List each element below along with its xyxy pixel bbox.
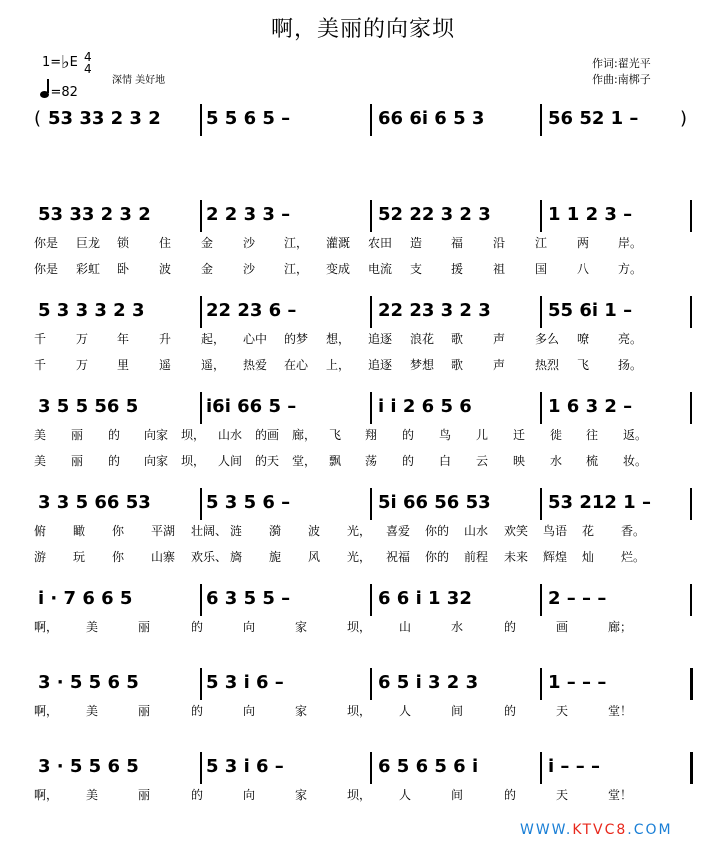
lyric-word: 造 [410, 236, 423, 250]
lyric-word: 迁 [513, 428, 526, 442]
lyric-word: 廊； [608, 620, 633, 634]
lyric-word: 的 [108, 454, 121, 468]
lyric-word: 梦想 [410, 358, 435, 372]
lyric-word: 向 [243, 788, 256, 802]
composer-credit: 作曲:南梆子 [592, 73, 651, 86]
measure: 66 6i 6 5 3 [378, 108, 485, 129]
lyric-word: 电流 [368, 262, 393, 276]
lyric-word: 你的 [425, 524, 450, 538]
lyric-word: 向家 [144, 428, 169, 442]
bar-line [540, 668, 542, 700]
lyric-word: 飞 [577, 358, 590, 372]
lyric-word: 国 [535, 262, 548, 276]
lyric-word: 辉煌 [543, 550, 568, 564]
time-top: 4 [84, 49, 92, 64]
flat-symbol: ♭ [61, 52, 70, 73]
lyric-word: 的 [191, 788, 204, 802]
bar-line [370, 296, 372, 328]
lyric-word: 坝， [347, 704, 372, 718]
lyric-word: 八 [577, 262, 590, 276]
bar-line [200, 752, 202, 784]
measure: 6 3 5 5 – [206, 588, 291, 609]
lyric-word: 想， [326, 332, 351, 346]
lyric-word: 山水 [464, 524, 489, 538]
tempo-value: =82 [50, 85, 78, 100]
measure: 5 3 i 6 – [206, 756, 284, 777]
lyric-word: 的 [191, 620, 204, 634]
lyric-word: 的天 [255, 454, 280, 468]
lyric-word: 你是 [34, 236, 59, 250]
lyric-word: 金 [201, 236, 214, 250]
lyric-word: 光， [347, 524, 372, 538]
lyric-word: 的 [191, 704, 204, 718]
lyric-word: 两 [577, 236, 590, 250]
measure: 3 · 5 5 6 5 [38, 756, 139, 777]
lyric-word: 天 [556, 788, 569, 802]
lyric-word: 丽 [71, 454, 84, 468]
lyric-word: 人 [399, 704, 412, 718]
lyric-word: 的 [108, 428, 121, 442]
lyric-word: 平湖 [151, 524, 176, 538]
lyric-word: 歌 [451, 332, 464, 346]
lyric-word: 美 [34, 454, 47, 468]
lyric-word: 的梦 [284, 332, 309, 346]
lyric-word: 美 [86, 704, 99, 718]
lyric-word: 玩 [73, 550, 86, 564]
bar-line [370, 104, 372, 136]
lyric-word: 热烈 [535, 358, 560, 372]
lyric-word: 多么 [535, 332, 560, 346]
lyric-word: 遥 [159, 358, 172, 372]
watermark-prefix: WWW. [520, 822, 573, 838]
lyric-word: 啊， [34, 788, 59, 802]
note-stem [47, 79, 49, 93]
measure: 55 6i 1 – [548, 300, 633, 321]
lyric-word: 你是 [34, 262, 59, 276]
lyric-word: 变成 [326, 262, 351, 276]
lyric-word: 坝， [347, 620, 372, 634]
lyric-word: 壮阔、 [191, 524, 228, 538]
lyric-word: 沙 [243, 262, 256, 276]
lyric-word: 间 [451, 788, 464, 802]
bar-line [690, 392, 692, 424]
lyric-word: 儿 [476, 428, 489, 442]
measure: 5 3 5 6 – [206, 492, 291, 513]
lyric-word: 追逐 [368, 358, 393, 372]
measure: 5 3 i 6 – [206, 672, 284, 693]
lyric-word: 鸟 [439, 428, 452, 442]
bar-line [370, 488, 372, 520]
measure: 6 5 i 3 2 3 [378, 672, 479, 693]
lyric-word: 住 [159, 236, 172, 250]
lyric-word: 扬。 [618, 358, 643, 372]
lyric-word: 往 [586, 428, 599, 442]
measure: 22 23 6 – [206, 300, 297, 321]
lyric-word: 堂！ [608, 788, 633, 802]
bar-line [690, 584, 692, 616]
lyric-word: 前程 [464, 550, 489, 564]
lyric-word: 的 [504, 704, 517, 718]
bar-line [690, 752, 693, 784]
lyric-word: 美 [86, 788, 99, 802]
lyric-word: 升 [159, 332, 172, 346]
lyric-word: 波 [159, 262, 172, 276]
lyric-word: 欢笑 [504, 524, 529, 538]
time-bottom: 4 [84, 61, 92, 76]
lyric-word: 啊， [34, 704, 59, 718]
notation-line [0, 204, 726, 230]
lyric-word: 年 [117, 332, 130, 346]
measure: 52 22 3 2 3 [378, 204, 491, 225]
lyric-word: 你 [112, 550, 125, 564]
measure: 22 23 3 2 3 [378, 300, 491, 321]
bar-line [370, 200, 372, 232]
lyric-word: 的 [402, 454, 415, 468]
measure: 6 6 i 1 32 [378, 588, 472, 609]
lyric-word: 热爱 [243, 358, 268, 372]
notation-line [0, 672, 726, 698]
lyric-word: 的画 [255, 428, 280, 442]
lyric-word: 声 [493, 332, 506, 346]
measure: 5 3 3 3 2 3 [38, 300, 145, 321]
bar-line [200, 668, 202, 700]
lyric-word: 天 [556, 704, 569, 718]
lyric-word: 荡 [365, 454, 378, 468]
lyric-word: 向 [243, 704, 256, 718]
notation-line [0, 756, 726, 782]
lyric-word: 的 [504, 620, 517, 634]
measure: 3 3 5 66 53 [38, 492, 151, 513]
lyric-word: 未来 [504, 550, 529, 564]
bar-line [690, 488, 692, 520]
lyric-word: 家 [295, 788, 308, 802]
measure: 53 33 2 3 2 [48, 108, 161, 129]
lyric-word: 彩虹 [76, 262, 101, 276]
bar-line [370, 584, 372, 616]
bar-line [690, 200, 692, 232]
lyric-word: 万 [76, 332, 89, 346]
lyric-word: 返。 [623, 428, 648, 442]
time-signature [84, 51, 92, 75]
bar-line [690, 296, 692, 328]
lyric-word: 遥， [201, 358, 226, 372]
lyric-word: 人 [399, 788, 412, 802]
lyric-word: 方。 [618, 262, 643, 276]
key-prefix: 1= [42, 55, 62, 70]
lyric-word: 白 [439, 454, 452, 468]
lyric-word: 在心 [284, 358, 309, 372]
lyric-word: 涟 [230, 524, 243, 538]
lyric-word: 心中 [243, 332, 268, 346]
lyric-word: 游 [34, 550, 47, 564]
lyric-word: 坝， [181, 428, 206, 442]
key-signature [42, 50, 92, 75]
lyric-word: 瞰 [73, 524, 86, 538]
song-title: 啊，美丽的向家坝 [270, 17, 455, 42]
measure: i – – – [548, 756, 600, 777]
bar-line [540, 584, 542, 616]
bar-line [690, 668, 693, 700]
lyric-word: 支 [410, 262, 423, 276]
lyric-word: 起， [201, 332, 226, 346]
lyric-word: 山 [399, 620, 412, 634]
lyric-word: 妆。 [623, 454, 648, 468]
lyric-word: 风 [308, 550, 321, 564]
lyric-word: 美 [86, 620, 99, 634]
measure: 53 212 1 – [548, 492, 651, 513]
lyric-word: 嘹 [577, 332, 590, 346]
lyric-word: 里 [117, 358, 130, 372]
measure: 2 2 3 3 – [206, 204, 291, 225]
lyric-word: 画 [556, 620, 569, 634]
lyric-word: 沿 [493, 236, 506, 250]
lyric-word: 家 [295, 704, 308, 718]
bar-line [540, 752, 542, 784]
lyric-word: 追逐 [368, 332, 393, 346]
bar-line [200, 584, 202, 616]
lyric-word: 梳 [586, 454, 599, 468]
bar-line [200, 104, 202, 136]
bar-line [370, 392, 372, 424]
lyric-word: 水 [550, 454, 563, 468]
lyric-word: 万 [76, 358, 89, 372]
lyric-word: 千 [34, 332, 47, 346]
tempo-marking [40, 82, 78, 100]
measure: 6 5 6 5 6 i [378, 756, 479, 777]
lyric-word: 廊， [292, 428, 317, 442]
lyric-word: 的 [504, 788, 517, 802]
lyric-word: 浪花 [410, 332, 435, 346]
lyric-word: 山水 [218, 428, 243, 442]
lyric-word: 江， [284, 236, 309, 250]
lyric-word: 卧 [117, 262, 130, 276]
measure: 5 5 6 5 – [206, 108, 291, 129]
measure: 2 – – – [548, 588, 607, 609]
measure: i i 2 6 5 6 [378, 396, 472, 417]
lyric-word: 波 [308, 524, 321, 538]
lyric-word: 丽 [138, 704, 151, 718]
lyric-word: 丽 [71, 428, 84, 442]
bar-line [540, 392, 542, 424]
measure: i · 7 6 6 5 [38, 588, 133, 609]
lyric-word: 人间 [218, 454, 243, 468]
lyric-word: 旖 [230, 550, 243, 564]
bar-line [540, 200, 542, 232]
lyric-word: 翔 [365, 428, 378, 442]
lyric-word: 映 [513, 454, 526, 468]
bar-line [540, 104, 542, 136]
lyric-word: 旎 [269, 550, 282, 564]
lyricist-credit: 作词:翟光平 [592, 57, 651, 70]
measure: 1 1 2 3 – [548, 204, 633, 225]
lyric-word: 援 [451, 262, 464, 276]
lyric-word: 鸟语 [543, 524, 568, 538]
close-parenthesis: ) [680, 108, 688, 129]
lyric-word: 金 [201, 262, 214, 276]
bar-line [370, 668, 372, 700]
lyric-word: 丽 [138, 620, 151, 634]
lyric-word: 上， [326, 358, 351, 372]
lyric-word: 亮。 [618, 332, 643, 346]
measure: 1 – – – [548, 672, 607, 693]
measure: 56 52 1 – [548, 108, 639, 129]
bar-line [200, 392, 202, 424]
lyric-word: 山寨 [151, 550, 176, 564]
lyric-word: 香。 [621, 524, 646, 538]
lyric-word: 间 [451, 704, 464, 718]
lyric-word: 喜爱 [386, 524, 411, 538]
key-tonic: E [69, 55, 78, 70]
lyric-word: 向 [243, 620, 256, 634]
lyric-word: 的 [402, 428, 415, 442]
lyric-word: 漪 [269, 524, 282, 538]
lyric-word: 欢乐、 [191, 550, 228, 564]
lyric-word: 坝， [181, 454, 206, 468]
lyric-word: 锁 [117, 236, 130, 250]
lyric-word: 花 [582, 524, 595, 538]
open-parenthesis: ( [34, 108, 42, 129]
lyric-word: 水 [451, 620, 464, 634]
lyric-word: 啊， [34, 620, 59, 634]
lyric-word: 灌溉 [326, 236, 351, 250]
lyric-word: 飘 [329, 454, 342, 468]
watermark-suffix: .COM [627, 822, 673, 838]
lyric-word: 烂。 [621, 550, 646, 564]
lyric-word: 家 [295, 620, 308, 634]
bar-line [200, 488, 202, 520]
lyric-word: 你的 [425, 550, 450, 564]
measure: 5i 66 56 53 [378, 492, 491, 513]
measure: 3 5 5 56 5 [38, 396, 139, 417]
lyric-word: 歌 [451, 358, 464, 372]
bar-line [370, 752, 372, 784]
lyric-word: 堂， [292, 454, 317, 468]
measure: 3 · 5 5 6 5 [38, 672, 139, 693]
lyric-word: 祖 [493, 262, 506, 276]
bar-line [540, 296, 542, 328]
lyric-word: 坝， [347, 788, 372, 802]
lyric-word: 沙 [243, 236, 256, 250]
lyric-word: 堂！ [608, 704, 633, 718]
site-watermark [520, 822, 673, 838]
lyric-word: 向家 [144, 454, 169, 468]
lyric-word: 美 [34, 428, 47, 442]
lyric-word: 千 [34, 358, 47, 372]
notation-line [0, 396, 726, 422]
bar-line [200, 296, 202, 328]
lyric-word: 徙 [550, 428, 563, 442]
bar-line [540, 488, 542, 520]
lyric-word: 灿 [582, 550, 595, 564]
lyric-word: 祝福 [386, 550, 411, 564]
lyric-word: 江 [535, 236, 548, 250]
lyric-word: 光， [347, 550, 372, 564]
notation-line [0, 492, 726, 518]
lyric-word: 福 [451, 236, 464, 250]
notation-line [0, 108, 726, 134]
expression-marking: 深情 美好地 [112, 75, 166, 86]
lyric-word: 江， [284, 262, 309, 276]
measure: 53 33 2 3 2 [38, 204, 151, 225]
bar-line [200, 200, 202, 232]
lyric-word: 俯 [34, 524, 47, 538]
watermark-brand: KTVC8 [572, 822, 628, 838]
lyric-word: 云 [476, 454, 489, 468]
lyric-word: 飞 [329, 428, 342, 442]
notation-line [0, 300, 726, 326]
lyric-word: 声 [493, 358, 506, 372]
lyric-word: 岸。 [618, 236, 643, 250]
lyric-word: 丽 [138, 788, 151, 802]
lyric-word: 农田 [368, 236, 393, 250]
lyric-word: 你 [112, 524, 125, 538]
lyric-word: 巨龙 [76, 236, 101, 250]
measure: i6i 66 5 – [206, 396, 297, 417]
measure: 1 6 3 2 – [548, 396, 633, 417]
notation-line [0, 588, 726, 614]
